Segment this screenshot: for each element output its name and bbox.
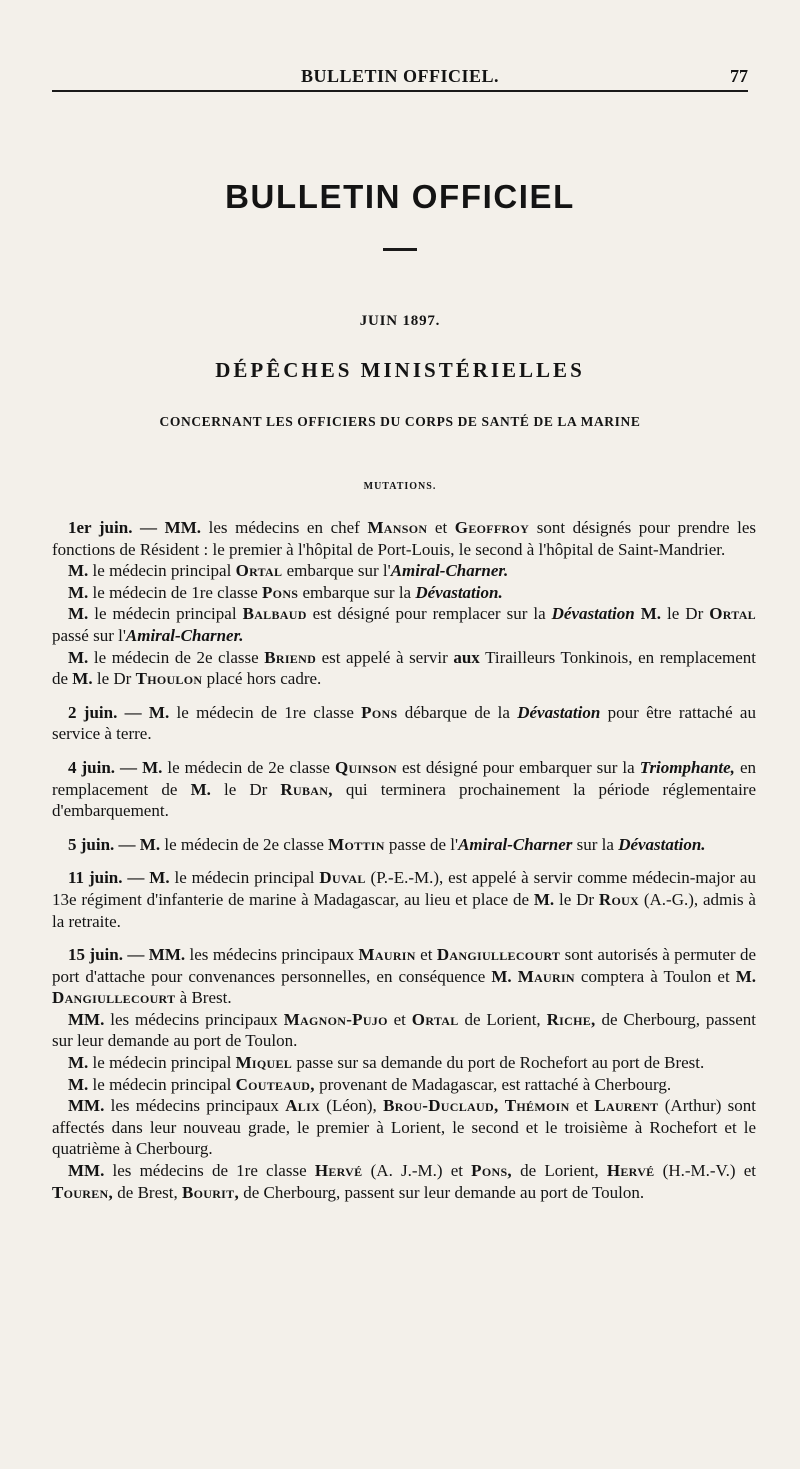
text-span: aux: [453, 647, 480, 667]
person-name: Maurin: [358, 945, 416, 965]
text-span: de Brest,: [113, 1182, 182, 1202]
paragraph: [52, 560, 756, 582]
person-name: Bourit,: [181, 1182, 239, 1202]
text-span: Tirailleurs Tonkinois, en remplacement de: [52, 647, 756, 689]
text-span: passe sur sa demande du port de Rochefort au port de Brest.: [292, 1053, 705, 1073]
person-name: Thémoin: [504, 1096, 570, 1116]
ship-name: Amiral-Charner: [458, 834, 573, 854]
person-name: Mottin: [328, 834, 385, 854]
entry-lead: M.: [68, 604, 89, 624]
person-name: Hervé: [606, 1161, 655, 1181]
text-span: pour être rattaché au service à terre.: [52, 702, 756, 744]
person-name: Balbaud: [242, 604, 307, 624]
running-head: [52, 60, 748, 92]
entry-lead: M.: [72, 669, 93, 689]
person-name: Ruban,: [280, 779, 333, 799]
text-span: sont désignés pour prendre les fonctions de Résident : le premier à l'hôpital de Port-Louis, le second à l'hôpital de Saint-Mandrier.: [52, 518, 756, 559]
text-span: passe de l': [384, 834, 459, 854]
paragraph: [52, 1160, 756, 1203]
person-name: Pons,: [471, 1161, 512, 1181]
entry-lead: MM.: [68, 1096, 105, 1116]
entry-lead: M.: [68, 561, 89, 581]
text-span: placé hors cadre.: [202, 669, 322, 689]
person-name: Hervé: [314, 1161, 363, 1181]
text-span: en remplacement de: [52, 757, 756, 799]
page-number: 77: [730, 66, 748, 86]
person-name: Laurent: [594, 1096, 659, 1116]
text-span: de Cherbourg, passent sur leur demande au port de Toulon.: [52, 1009, 756, 1051]
text-span: le médecin principal: [88, 1053, 236, 1073]
person-name: Maurin: [517, 966, 575, 986]
text-span: les médecins en chef: [201, 518, 368, 537]
paragraph: [52, 702, 756, 745]
person-name: Touren,: [52, 1182, 114, 1202]
text-span: embarque sur la: [298, 582, 416, 602]
text-span: le Dr: [554, 889, 599, 909]
ship-name: Amiral-Charner.: [125, 625, 244, 645]
person-name: Ortal: [235, 561, 283, 581]
person-name: Ortal: [709, 604, 756, 624]
text-span: le médecin principal: [88, 1074, 236, 1094]
entry-lead: 11 juin. — M.: [68, 868, 170, 888]
text-span: sont autorisés à permuter de port d'attache pour convenances personnelles, en conséquence: [52, 945, 757, 986]
ship-name: Dévastation.: [415, 582, 503, 602]
paragraph: [52, 582, 756, 604]
person-name: Brou-Duclaud,: [383, 1096, 499, 1116]
person-name: Couteaud,: [235, 1074, 315, 1094]
title-rule: [383, 248, 417, 251]
person-name: Magnon-Pujo: [283, 1009, 388, 1029]
person-name: Roux: [598, 889, 640, 909]
text-span: (Léon),: [320, 1096, 384, 1116]
entry-lead: 1er juin. — MM.: [68, 518, 201, 537]
ship-name: Triomphante,: [639, 757, 735, 777]
person-name: Duval: [319, 868, 366, 888]
text-span: (Arthur) sont affectés dans leur nouveau grade, le premier à Lorient, le second et le troisième à Rochefort et le quatrième à Cherbourg.: [52, 1096, 756, 1159]
text-span: le médecin principal: [88, 561, 236, 581]
text-span: (A.-G.), admis à la retraite.: [52, 889, 756, 931]
ship-name: Dévastation: [551, 604, 635, 624]
paragraph: [52, 1009, 756, 1052]
section-title: DÉPÊCHES MINISTÉRIELLES: [215, 358, 585, 382]
text-span: comptera à Toulon et: [574, 966, 736, 986]
text-span: et: [387, 1009, 412, 1029]
person-name: Riche,: [546, 1009, 596, 1029]
paragraph: [52, 517, 756, 560]
text-span: le médecin de 2e classe: [160, 834, 329, 854]
paragraph: [52, 1052, 756, 1074]
text-span: (P.-E.-M.), est appelé à servir comme médecin-major au 13e régiment d'infanterie de marine à Madagascar, au lieu et place de: [52, 868, 756, 909]
entry-lead: M.: [68, 582, 89, 602]
entry-lead: 4 juin. — M.: [68, 757, 163, 777]
paragraph: [52, 1074, 756, 1096]
paragraph: [52, 944, 756, 1009]
text-span: le médecin principal: [169, 868, 320, 888]
entry-lead: 15 juin. — MM.: [68, 945, 186, 965]
entry-lead: 5 juin. — M.: [68, 834, 161, 854]
text-span: de Lorient,: [511, 1161, 607, 1181]
text-span: est désigné pour remplacer sur la: [306, 604, 552, 624]
ship-name: Amiral-Charner.: [390, 561, 509, 581]
person-name: Geoffroy: [454, 518, 530, 537]
text-span: est appelé à servir: [316, 647, 454, 667]
text-span: (H.-M.-V.) et: [654, 1161, 756, 1181]
person-name: Thoulon: [135, 669, 203, 689]
paragraph: [52, 603, 756, 646]
text-span: (A. J.-M.) et: [362, 1161, 472, 1181]
text-span: les médecins principaux: [104, 1096, 286, 1116]
text-span: les médecins principaux: [185, 945, 359, 965]
person-name: Miquel: [235, 1053, 293, 1073]
main-title: BULLETIN OFFICIEL: [225, 178, 575, 215]
paragraph: [52, 647, 756, 690]
paragraph: [52, 757, 756, 822]
text-span: le Dr: [661, 604, 710, 624]
entry-lead: M.: [634, 604, 662, 624]
text-span: le médecin de 1re classe: [88, 582, 262, 602]
entry-lead: M.: [68, 647, 89, 667]
text-span: et: [569, 1096, 595, 1116]
subsection-title: CONCERNANT LES OFFICIERS DU CORPS DE SANTÉ DE LA MARINE: [159, 414, 641, 429]
ship-name: Dévastation.: [618, 834, 706, 854]
text-span: et: [415, 945, 437, 965]
text-span: le médecin de 2e classe: [162, 757, 335, 777]
person-name: Manson: [367, 518, 428, 537]
person-name: Quinson: [334, 757, 397, 777]
text-span: de Cherbourg, passent sur leur demande au port de Toulon.: [239, 1182, 645, 1202]
person-name: Briend: [264, 647, 317, 667]
text-span: le Dr: [92, 669, 136, 689]
text-span: le médecin de 2e classe: [88, 647, 265, 667]
paragraph: [52, 834, 756, 856]
text-span: les médecins de 1re classe: [104, 1161, 315, 1181]
person-name: Dangiullecourt: [436, 945, 561, 965]
person-name: Pons: [262, 582, 299, 602]
entry-lead: 2 juin. — M.: [68, 702, 170, 722]
entry-lead: MM.: [68, 1009, 105, 1029]
text-span: le médecin de 1re classe: [169, 702, 362, 722]
text-span: est désigné pour embarquer sur la: [396, 757, 640, 777]
entry-lead: M.: [68, 1053, 89, 1073]
text-span: et: [427, 518, 455, 537]
running-head-title: BULLETIN OFFICIEL.: [300, 66, 500, 86]
text-span: les médecins principaux: [104, 1009, 284, 1029]
entry-lead: M.: [491, 966, 512, 986]
entry-lead: MM.: [68, 1161, 105, 1181]
paragraph: [52, 867, 756, 932]
person-name: Pons: [361, 702, 398, 722]
entry-lead: M.: [533, 889, 555, 909]
person-name: Ortal: [411, 1009, 459, 1029]
text-span: le Dr: [210, 779, 281, 799]
text-span: qui terminera prochainement la période réglementaire d'embarquement.: [52, 779, 756, 821]
text-span: à Brest.: [175, 988, 232, 1008]
paragraph: [52, 1095, 756, 1160]
text-span: passé sur l': [52, 625, 126, 645]
person-name: Alix: [285, 1096, 321, 1116]
entry-lead: M.: [68, 1074, 89, 1094]
ship-name: Dévastation: [517, 702, 601, 722]
person-name: Dangiullecourt: [52, 988, 176, 1008]
entry-lead: M.: [190, 779, 211, 799]
text-span: débarque de la: [397, 702, 518, 722]
text-span: de Lorient,: [458, 1009, 547, 1029]
text-span: embarque sur l': [282, 561, 391, 581]
mutations-heading: MUTATIONS.: [363, 481, 437, 492]
document-body: [52, 517, 756, 1203]
text-span: le médecin principal: [88, 604, 243, 624]
date-line: JUIN 1897.: [359, 313, 441, 329]
entry-lead: M.: [735, 966, 757, 986]
text-span: sur la: [572, 834, 619, 854]
text-span: provenant de Madagascar, est rattaché à Cherbourg.: [314, 1074, 672, 1094]
